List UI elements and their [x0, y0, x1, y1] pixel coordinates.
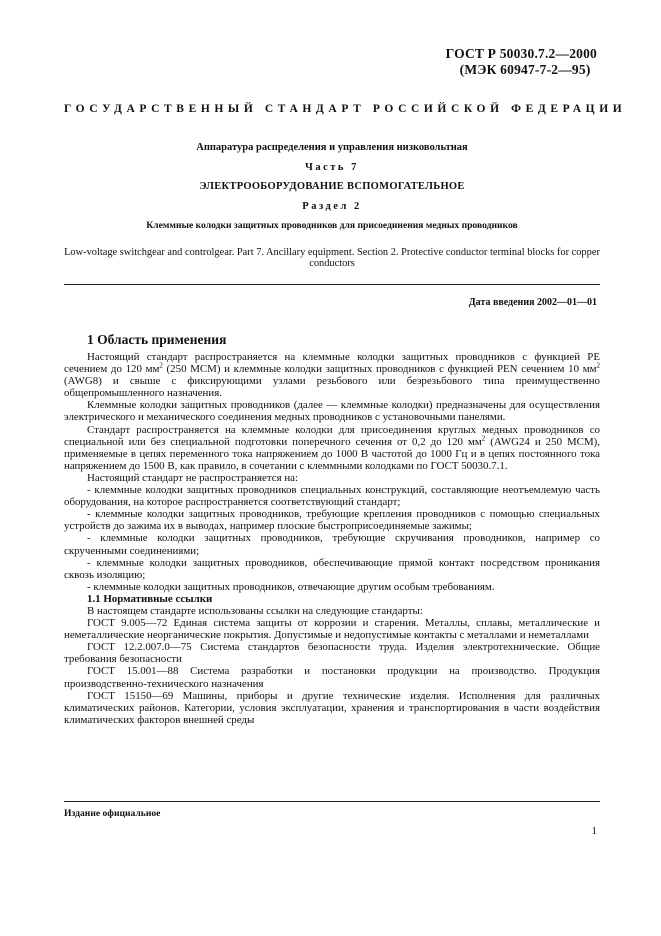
- reference-item: ГОСТ 15.001—88 Система разработки и постановки продукции на производство. Продукция производственно-технического назначения: [64, 665, 600, 690]
- exclusion-item: - клеммные колодки защитных проводников, отвечающие другим особым требованиям.: [87, 580, 495, 593]
- state-standard-heading: ГОСУДАРСТВЕННЫЙ СТАНДАРТ РОССИЙСКОЙ ФЕДЕРАЦИИ: [64, 103, 627, 115]
- paragraph-exclusions: Настоящий стандарт не распространяется на:: [87, 471, 299, 484]
- footer-divider: [64, 801, 600, 802]
- english-title: Low-voltage switchgear and controlgear. Part 7. Ancillary equipment. Section 2. Protective conductor terminal blocks for copper conductors: [64, 247, 600, 269]
- paragraph-range: Стандарт распространяется на клеммные колодки для присоединения круглых медных проводников со специальной или без специальной подготовки поперечного сечения от 0,2 до 120 $мм^2$ (AWG24 и 250 MCM), применяемые в цепях переменного тока напряжением до 1000 В частотой до 1000 Гц и в цепях постоянного тока напряжением до 1500 В, как правило, в сочетании с клеммными колодками по ГОСТ 50030.7.1.: [64, 423, 600, 472]
- paragraph-scope: Настоящий стандарт распространяется на клеммные колодки защитных проводников с функцией PE сечением до 120 $мм^2$ (250 MCM) и клеммные колодки защитных проводников с функцией PEN сечением 10 $мм^2$ (AWG8) и свыше с фиксирующими узлами резьбового или безрезьбового типа преимущественно общепромышленного назначения.: [64, 351, 600, 400]
- header-divider: [64, 284, 600, 285]
- exclusion-item: - клеммные колодки защитных проводников специальных конструкций, составляющие неотъемлемую часть оборудования, на которое распространяется соответствующий стандарт;: [64, 484, 600, 509]
- exclusion-item: - клеммные колодки защитных проводников, требующие крепления проводников с помощью специальных устройств до зажима их в выводах, например плоские быстроприсоединяемые зажимы;: [64, 508, 600, 533]
- introduction-date: Дата введения 2002—01—01: [468, 297, 597, 308]
- section-heading: 1 Область применения: [87, 332, 227, 347]
- exclusion-item: - клеммные колодки защитных проводников, обеспечивающие прямой контакт посредством проникания сквозь изоляцию;: [64, 556, 600, 581]
- reference-item: ГОСТ 9.005—72 Единая система защиты от коррозии и старения. Металлы, сплавы, металлические и неметаллические неорганические покрытия. Допустимые и недопустимые контакты с металлами и неметаллами: [64, 617, 600, 642]
- reference-item: ГОСТ 12.2.007.0—75 Система стандартов безопасности труда. Изделия электротехнические. Общие требования безопасности: [64, 641, 600, 666]
- title-line-1: Аппаратура распределения и управления низковольтная: [196, 142, 468, 153]
- references-intro: В настоящем стандарте использованы ссылки на следующие стандарты:: [87, 604, 423, 617]
- title-section: Раздел 2: [302, 201, 362, 212]
- official-edition-label: Издание официальное: [64, 808, 161, 819]
- international-document-number: (МЭК 60947-7-2—95): [459, 62, 591, 77]
- subsection-heading: 1.1 Нормативные ссылки: [87, 592, 213, 605]
- paragraph-purpose: Клеммные колодки защитных проводников (далее — клеммные колодки) предназначены для осуществления электрического и механического соединения медных проводников с установочными панелями.: [64, 399, 600, 424]
- title-part: Часть 7: [305, 162, 359, 173]
- body-text: [64, 351, 600, 726]
- title-line-3: ЭЛЕКТРООБОРУДОВАНИЕ ВСПОМОГАТЕЛЬНОЕ: [199, 181, 465, 192]
- page-number: 1: [591, 825, 597, 837]
- reference-item: ГОСТ 15150—69 Машины, приборы и другие технические изделия. Исполнения для различных климатических районов. Категории, условия эксплуатации, хранения и транспортирования в части воздействия климатических факторов внешней среды: [64, 689, 600, 726]
- document-number: ГОСТ Р 50030.7.2—2000: [445, 46, 597, 61]
- title-line-5: Клеммные колодки защитных проводников для присоединения медных проводников: [146, 220, 518, 231]
- document-number-block: [446, 46, 597, 78]
- exclusion-item: - клеммные колодки защитных проводников, требующие скручивания проводников, например со скрученными соединениями;: [64, 532, 600, 557]
